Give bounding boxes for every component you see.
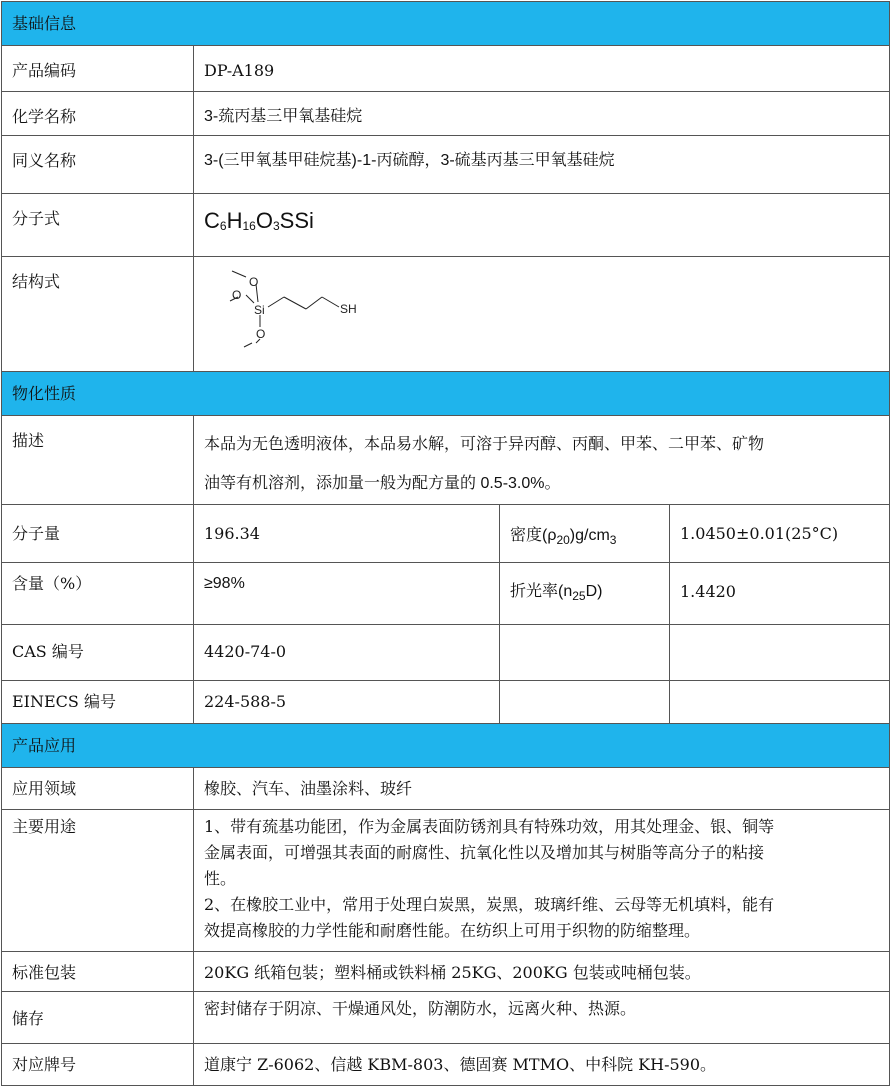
row-cas	[2, 625, 890, 681]
empty-cell	[670, 681, 890, 724]
atom-oxygen: O	[256, 327, 266, 341]
label-description: 描述	[2, 416, 194, 505]
formula-count: 3	[272, 219, 280, 233]
row-equivalent-brand	[2, 1044, 890, 1086]
label-application-field: 应用领域	[2, 768, 194, 810]
value-molecular-formula	[194, 194, 890, 257]
empty-cell	[500, 681, 670, 724]
label-einecs: EINECS 编号	[2, 681, 194, 724]
section-product-application	[2, 724, 890, 768]
value-cas: 4420-74-0	[194, 625, 500, 681]
value-storage: 密封储存于阴凉、干燥通风处，防潮防水，远离火种、热源。	[194, 992, 890, 1044]
ri-label-sub: 25	[572, 589, 586, 603]
label-equivalent-brand: 对应牌号	[2, 1044, 194, 1086]
label-storage: 储存	[2, 992, 194, 1044]
row-molecular-weight	[2, 505, 890, 563]
atom-silicon: Si	[254, 303, 265, 317]
row-einecs	[2, 681, 890, 724]
label-refractive-index	[500, 563, 670, 625]
formula-count: 6	[219, 219, 227, 233]
row-structure	[2, 257, 890, 372]
use-line: 2、在橡胶工业中，常用于处理白炭黑，炭黑，玻璃纤维、云母等无机填料，能有	[204, 895, 775, 914]
ri-label-part: D)	[585, 583, 603, 600]
row-synonym	[2, 136, 890, 194]
section-title: 产品应用	[2, 724, 890, 768]
value-product-code: DP-A189	[194, 46, 890, 92]
row-standard-packaging	[2, 952, 890, 992]
value-density: 1.0450±0.01(25°C)	[670, 505, 890, 563]
atom-oxygen: O	[232, 288, 242, 302]
label-molecular-weight: 分子量	[2, 505, 194, 563]
section-title: 物化性质	[2, 372, 890, 416]
section-title: 基础信息	[2, 2, 890, 46]
use-line: 效提高橡胶的力学性能和耐磨性能。在纺织上可用于织物的防缩整理。	[204, 921, 701, 940]
value-structure	[194, 257, 890, 372]
value-description	[194, 416, 890, 505]
formula-element: H	[226, 208, 243, 233]
description-line: 油等有机溶剂，添加量一般为配方量的 0.5-3.0%。	[204, 475, 561, 492]
density-label-sub: 3	[609, 533, 617, 547]
use-line: 1、带有巯基功能团，作为金属表面防锈剂具有特殊功效，用其处理金、银、铜等	[204, 817, 775, 836]
row-molecular-formula	[2, 194, 890, 257]
row-content	[2, 563, 890, 625]
formula-element: SSi	[279, 208, 314, 233]
row-description	[2, 416, 890, 505]
value-refractive-index: 1.4420	[670, 563, 890, 625]
ri-label-part: 折光率(n	[510, 583, 573, 600]
value-main-use	[194, 810, 890, 952]
label-main-use: 主要用途	[2, 810, 194, 952]
value-application-field: 橡胶、汽车、油墨涂料、玻纤	[194, 768, 890, 810]
density-label-part: 密度(ρ	[510, 527, 557, 544]
use-line: 金属表面，可增强其表面的耐腐性、抗氧化性以及增加其与树脂等高分子的粘接	[204, 843, 765, 862]
atom-oxygen: O	[249, 275, 259, 289]
row-application-field	[2, 768, 890, 810]
label-standard-packaging: 标准包装	[2, 952, 194, 992]
empty-cell	[670, 625, 890, 681]
section-physical-properties	[2, 372, 890, 416]
value-synonym: 3-(三甲氧基甲硅烷基)-1-丙硫醇，3-硫基丙基三甲氧基硅烷	[194, 136, 890, 194]
value-standard-packaging: 20KG 纸箱包装；塑料桶或铁料桶 25KG、200KG 包装或吨桶包装。	[194, 952, 890, 992]
label-structure: 结构式	[2, 257, 194, 372]
formula-element: O	[255, 208, 273, 233]
label-chemical-name: 化学名称	[2, 92, 194, 136]
row-storage	[2, 992, 890, 1044]
label-density	[500, 505, 670, 563]
row-main-use	[2, 810, 890, 952]
group-thiol: SH	[340, 302, 357, 316]
row-product-code	[2, 46, 890, 92]
spec-table	[1, 1, 890, 1086]
formula-element: C	[204, 208, 220, 233]
label-molecular-formula: 分子式	[2, 194, 194, 257]
value-einecs: 224-588-5	[194, 681, 500, 724]
row-chemical-name	[2, 92, 890, 136]
value-molecular-weight: 196.34	[194, 505, 500, 563]
formula-count: 16	[242, 219, 256, 233]
use-line: 性。	[204, 869, 237, 888]
structural-formula	[194, 257, 394, 367]
label-cas: CAS 编号	[2, 625, 194, 681]
section-basic-info	[2, 2, 890, 46]
value-chemical-name: 3-巯丙基三甲氧基硅烷	[194, 92, 890, 136]
value-equivalent-brand: 道康宁 Z-6062、信越 KBM-803、德固赛 MTMO、中科院 KH-590。	[194, 1044, 890, 1086]
description-line: 本品为无色透明液体，本品易水解，可溶于异丙醇、丙酮、甲苯、二甲苯、矿物	[204, 434, 765, 453]
label-content: 含量（%）	[2, 563, 194, 625]
label-synonym: 同义名称	[2, 136, 194, 194]
empty-cell	[500, 625, 670, 681]
label-product-code: 产品编码	[2, 46, 194, 92]
density-label-part: )g/cm	[569, 527, 610, 544]
value-content: ≥98%	[194, 563, 500, 625]
density-label-sub: 20	[556, 533, 570, 547]
